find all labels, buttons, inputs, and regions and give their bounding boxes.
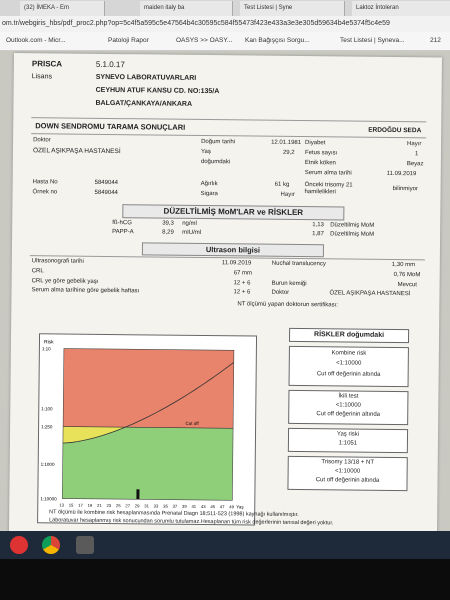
risk-note: Cut off değerinin altında bbox=[315, 477, 380, 484]
prisca-label: PRISCA bbox=[31, 59, 63, 69]
us-value: 12 + 6 bbox=[233, 289, 251, 296]
marker-name: fß-hCG bbox=[112, 220, 132, 227]
marker-unit: mIU/ml bbox=[182, 229, 202, 236]
chart-xlabel: Yaş bbox=[236, 504, 244, 510]
url-text: om.tr/webgiris_hbs/pdf_proc2.php?op=5c4f5a595c5e47564b4c30595c584f55473f423e433a3e3e305d59634b4e5374f5c4e59 bbox=[2, 20, 390, 27]
chart-x-tick-label: 25 bbox=[115, 503, 121, 509]
marker-value: 8,29 bbox=[162, 229, 174, 236]
monitor-bezel bbox=[0, 559, 450, 600]
lab-name: SYNEVO LABORATUVARLARI bbox=[95, 73, 197, 82]
patient-name: ERDOĞDU SEDA bbox=[368, 126, 422, 135]
chart-y-tick-label: 1:100 bbox=[41, 406, 53, 412]
chart-plot-area bbox=[40, 346, 246, 509]
browser-tab-bar bbox=[0, 0, 450, 16]
field-label: Yaş bbox=[200, 148, 211, 156]
bookmark-item[interactable]: Kan Bağışçısı Sorgu... bbox=[245, 37, 310, 44]
divider bbox=[31, 133, 426, 138]
field-value: 61 kg bbox=[274, 181, 290, 188]
chart-x-tick-label: 45 bbox=[210, 504, 216, 510]
risk-value: <1:10000 bbox=[335, 402, 361, 409]
us-value: 11.09.2019 bbox=[221, 260, 252, 267]
field-label: Fetus sayısı bbox=[304, 150, 338, 157]
risk-chart bbox=[38, 334, 256, 524]
chart-y-tick-label: 1:10 bbox=[41, 346, 51, 352]
ultrasound-section-title: Ultrason bilgisi bbox=[142, 242, 324, 257]
chart-x-tick-label: 19 bbox=[87, 502, 93, 508]
bookmark-item[interactable]: 212 bbox=[430, 37, 441, 44]
chart-y-tick-label: 1:1000 bbox=[40, 461, 55, 467]
chart-patient-marker bbox=[136, 489, 139, 499]
doctor-name: ÖZEL AŞIKPAŞA HASTANESİ bbox=[32, 147, 121, 156]
field-value: Beyaz bbox=[406, 161, 424, 168]
chart-x-tick-label: 33 bbox=[153, 503, 159, 509]
opera-icon[interactable] bbox=[10, 536, 28, 554]
footer-line-1: NT ölçümü ile kombine risk hesaplanmasında Prenatal Diagn 18;511-523 (1998) kaynağı kullanılmıştır. bbox=[49, 509, 299, 519]
us-label: CRL bbox=[31, 268, 44, 275]
risk-value: <1:10000 bbox=[336, 360, 362, 367]
chart-x-tick-label: 49 bbox=[229, 504, 234, 510]
app-icon[interactable] bbox=[76, 536, 94, 554]
bookmarks-bar bbox=[0, 32, 450, 51]
sample-no-label: Örnek no bbox=[32, 189, 58, 196]
risks-title-box bbox=[289, 328, 409, 343]
chart-x-tick-label: 17 bbox=[78, 502, 83, 508]
bookmark-item[interactable]: OASYS >> OASY... bbox=[176, 37, 233, 44]
chart-x-tick-label: 31 bbox=[144, 503, 149, 509]
chart-cutoff-label: Cut off bbox=[185, 420, 199, 426]
field-label: doğumdaki bbox=[200, 158, 231, 166]
risk-block-combined bbox=[289, 346, 409, 387]
chart-x-tick-label: 15 bbox=[68, 502, 74, 508]
us-label: Burun kemiği bbox=[271, 280, 307, 288]
us-value: 67 mm bbox=[233, 270, 253, 277]
mom-section-title: DÜZELTİLMİŞ MoM'LAR ve RİSKLER bbox=[122, 204, 344, 220]
report-title: DOWN SENDROMU TARAMA SONUÇLARI bbox=[35, 121, 186, 132]
field-label: Ağırlık bbox=[200, 180, 218, 188]
chart-x-tick-label: 47 bbox=[219, 504, 225, 510]
field-value: 29,2 bbox=[282, 149, 295, 156]
field-label: Sigara bbox=[200, 190, 218, 198]
marker-mom-label: Düzeltilmiş MoM bbox=[330, 222, 375, 229]
address-bar[interactable] bbox=[0, 16, 450, 33]
us-value: 1,30 mm bbox=[391, 261, 416, 269]
bookmark-item[interactable]: Test Listesi | Syneva... bbox=[340, 37, 405, 44]
marker-mom: 1,13 bbox=[312, 222, 324, 229]
chart-ylabel: Risk bbox=[43, 339, 54, 346]
us-label: Serum alma tarihine göre gebelik haftası bbox=[31, 287, 140, 295]
chart-x-tick-label: 13 bbox=[59, 502, 64, 508]
marker-unit: ng/ml bbox=[182, 220, 197, 227]
taskbar bbox=[0, 531, 450, 559]
risk-note: Cut off değerinin altında bbox=[316, 411, 381, 418]
risk-title: İkili test bbox=[338, 393, 359, 400]
field-label: Önceki trisomy 21 hamilelikleri bbox=[304, 182, 353, 196]
browser-tab[interactable]: Test Listesi | Syne bbox=[240, 1, 345, 16]
chart-x-tick-label: 23 bbox=[106, 502, 112, 509]
patient-no: 5849044 bbox=[94, 179, 119, 187]
nt-note: NT ölçümü yapan doktorun sertifikası: bbox=[237, 301, 339, 309]
marker-mom-label: Düzeltilmiş MoM bbox=[330, 231, 375, 238]
lab-address-1: CEYHUN ATUF KANSU CD. NO:135/A bbox=[95, 86, 220, 96]
chart-x-tick-label: 37 bbox=[172, 503, 178, 509]
risk-value: 1:1051 bbox=[338, 440, 358, 447]
risk-chart-frame bbox=[37, 333, 257, 525]
risk-value: <1:10000 bbox=[334, 468, 361, 475]
field-value: Hayır bbox=[407, 141, 422, 148]
risk-title: Trisomy 13/18 + NT bbox=[321, 459, 375, 466]
us-value: 0,76 MoM bbox=[393, 271, 421, 279]
us-label: Doktor bbox=[271, 289, 290, 296]
license-label: Lisans bbox=[31, 73, 53, 81]
risk-block-trisomy bbox=[287, 456, 407, 491]
pdf-report-page bbox=[9, 53, 442, 531]
risk-block-age bbox=[288, 428, 408, 453]
marker-name: PAPP-A bbox=[112, 229, 134, 236]
us-value: ÖZEL AŞIKPAŞA HASTANESİ bbox=[329, 290, 411, 298]
us-value: Mevcut bbox=[397, 282, 417, 289]
chart-x-tick-label: 43 bbox=[200, 503, 206, 510]
field-value: bilinmiyor bbox=[392, 185, 418, 193]
field-label: Etnik köken bbox=[304, 160, 336, 167]
risk-note: Cut off değerinin altında bbox=[316, 371, 381, 378]
chart-y-tick-label: 1:10000 bbox=[40, 496, 57, 502]
us-label: Nuchal translucency bbox=[271, 260, 326, 268]
bookmark-item[interactable]: Patoloji Rapor bbox=[108, 37, 149, 44]
risk-title: Yaş riski bbox=[336, 431, 360, 438]
chart-x-tick-label: 39 bbox=[182, 503, 187, 509]
lab-address-2: BALGAT/ÇANKAYA/ANKARA bbox=[95, 99, 193, 108]
prisca-version: 5.1.0.17 bbox=[95, 59, 125, 70]
footer-line-2: Laboratuvar hesaplanmış risk sonucundan sorumlu tutulamaz.Hesaplanan tüm risk değerlerinin tanısal değeri yoktur. bbox=[49, 517, 334, 527]
chart-y-tick-label: 1:250 bbox=[41, 424, 53, 430]
bookmark-item[interactable]: Outlook.com - Micr... bbox=[6, 37, 66, 44]
field-value: 1 bbox=[414, 151, 419, 158]
risk-block-double bbox=[288, 390, 408, 425]
page-viewport bbox=[0, 51, 450, 531]
browser-tab[interactable]: (32) İMEKA - Em bbox=[20, 1, 105, 16]
browser-tab[interactable]: maiden italy ba bbox=[140, 1, 233, 16]
marker-value: 39,3 bbox=[162, 220, 174, 227]
field-label: Serum alma tarihi bbox=[304, 170, 352, 177]
chart-x-tick-label: 41 bbox=[191, 503, 197, 509]
chart-x-tick-label: 35 bbox=[163, 503, 168, 509]
chart-x-tick-label: 29 bbox=[134, 503, 140, 509]
marker-mom: 1,87 bbox=[312, 231, 324, 238]
risk-title: Kombine risk bbox=[331, 350, 367, 357]
us-value: 12 + 6 bbox=[233, 280, 251, 287]
patient-no-label: Hasta No bbox=[32, 179, 58, 186]
risks-title: RİSKLER doğumdaki bbox=[314, 331, 385, 339]
field-label: Doğum tarihi bbox=[201, 138, 236, 146]
us-label: CRL ye göre gebelik yaşı bbox=[31, 278, 99, 285]
browser-tab[interactable]: Laktoz İntoleran bbox=[352, 1, 450, 16]
doctor-label: Doktor bbox=[33, 137, 51, 144]
field-value: 12.01.1981 bbox=[271, 139, 302, 147]
us-label: Ultrasonografi tarihi bbox=[31, 258, 84, 265]
chart-x-tick-label: 27 bbox=[125, 503, 131, 509]
field-label: Diyabet bbox=[305, 140, 326, 147]
chrome-icon[interactable] bbox=[42, 536, 60, 554]
sample-no: 5849044 bbox=[94, 189, 118, 197]
field-value: 11.09.2019 bbox=[386, 170, 417, 178]
chart-x-tick-label: 21 bbox=[97, 502, 102, 508]
field-value: Hayır bbox=[280, 191, 295, 198]
